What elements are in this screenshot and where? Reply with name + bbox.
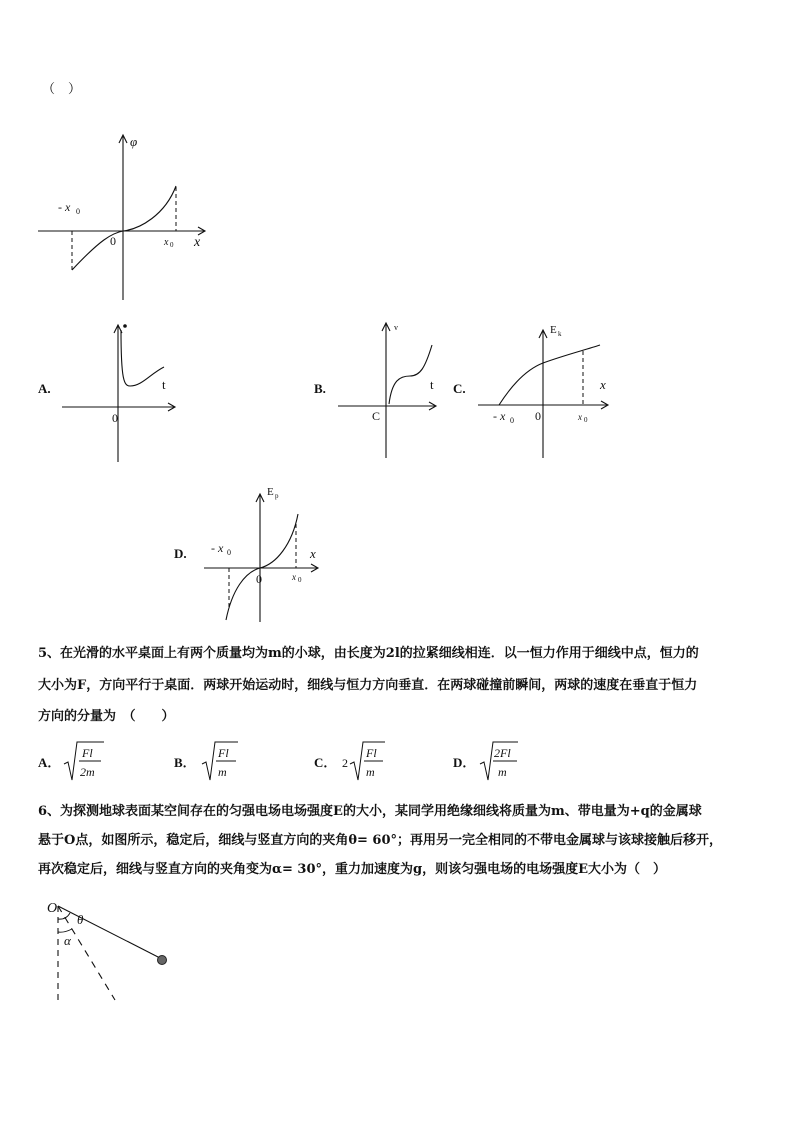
q5-option-a-letter: A． [38, 755, 61, 770]
q5-option-d-den: m [498, 765, 507, 779]
neg-x0-sub: 0 [76, 207, 80, 216]
phi-label: φ [130, 134, 138, 149]
svg-text:0: 0 [584, 416, 588, 424]
q5-option-b-num: Fl [218, 746, 229, 760]
svg-text:0: 0 [227, 548, 231, 557]
pivot-o-label: O [47, 901, 58, 916]
option-b-t: t [430, 377, 434, 392]
option-a-letter: A. [38, 381, 51, 396]
svg-text:0: 0 [298, 576, 302, 584]
q5-option-c-coef: 2 [342, 756, 348, 770]
option-d-xlabel: x [310, 546, 316, 561]
pos-x0-label: x [164, 237, 169, 248]
option-a-origin: 0 [112, 411, 118, 425]
metal-ball [158, 956, 167, 965]
x-axis-label: x [194, 235, 201, 250]
alpha-label: α [64, 933, 71, 948]
q5-line-3: 方向的分量为 （ ） [38, 709, 175, 724]
q6-line-3: 再次稳定后，细线与竖直方向的夹角变为α= 30°，重力加速度为g，则该匀强电场的电场强度E大小为（ ） [38, 862, 667, 877]
option-b-origin: C [372, 409, 381, 423]
svg-text:p: p [275, 492, 279, 500]
q5-option-d-letter: D． [453, 755, 476, 770]
q5-option-a-den: 2m [80, 765, 95, 779]
option-c-ylabel: E [550, 324, 557, 336]
svg-text:0: 0 [510, 416, 514, 425]
q5-option-c-letter: C． [314, 755, 337, 770]
option-a-t: t [162, 377, 166, 392]
option-d-neg-x0: - x [211, 541, 224, 555]
origin-label: 0 [110, 234, 116, 248]
q5-option-a-num: Fl [82, 746, 93, 760]
option-c-xlabel: x [600, 377, 606, 392]
option-c-letter: C. [453, 381, 466, 396]
option-c-neg-x0: - x [493, 409, 506, 423]
alpha-arc [58, 929, 72, 932]
q5-line-1: 5、在光滑的水平桌面上有两个质量均为m的小球，由长度为2l的拉紧细线相连．以一恒力作用于细线中点，恒力的 [38, 646, 699, 661]
pos-x0-sub: 0 [170, 241, 174, 249]
option-d-ylabel: E [267, 486, 274, 498]
svg-text:v: v [394, 323, 398, 332]
q5-option-c-num: Fl [366, 746, 377, 760]
answer-paren: （ ） [42, 82, 82, 97]
option-c-pos-x0: x [578, 412, 582, 422]
theta-arc [58, 913, 70, 919]
option-c-origin: 0 [535, 409, 541, 423]
q5-line-2: 大小为F，方向平行于桌面．两球开始运动时，细线与恒力方向垂直．在两球碰撞前瞬间，两球的速度在垂直于恒力 [38, 678, 698, 693]
option-b-letter: B. [314, 381, 326, 396]
neg-x0-label: - x [58, 200, 71, 214]
q5-option-b-letter: B． [174, 755, 196, 770]
option-d-origin: 0 [256, 572, 262, 586]
q5-option-b-den: m [218, 765, 227, 779]
theta-label: θ [77, 912, 84, 927]
q6-line-2: 悬于O点，如图所示，稳定后，细线与竖直方向的夹角θ= 60°；再用另一完全相同的不带电金属球与该球接触后移开， [38, 833, 723, 848]
q5-option-d-num: 2Fl [494, 746, 511, 760]
svg-text:k: k [558, 330, 562, 338]
option-d-pos-x0: x [292, 572, 296, 582]
q5-option-c-den: m [366, 765, 375, 779]
option-d-letter: D. [174, 546, 187, 561]
q6-line-1: 6、为探测地球表面某空间存在的匀强电场电场强度E的大小，某同学用绝缘细线将质量为m、带电量为+q的金属球 [38, 804, 702, 819]
